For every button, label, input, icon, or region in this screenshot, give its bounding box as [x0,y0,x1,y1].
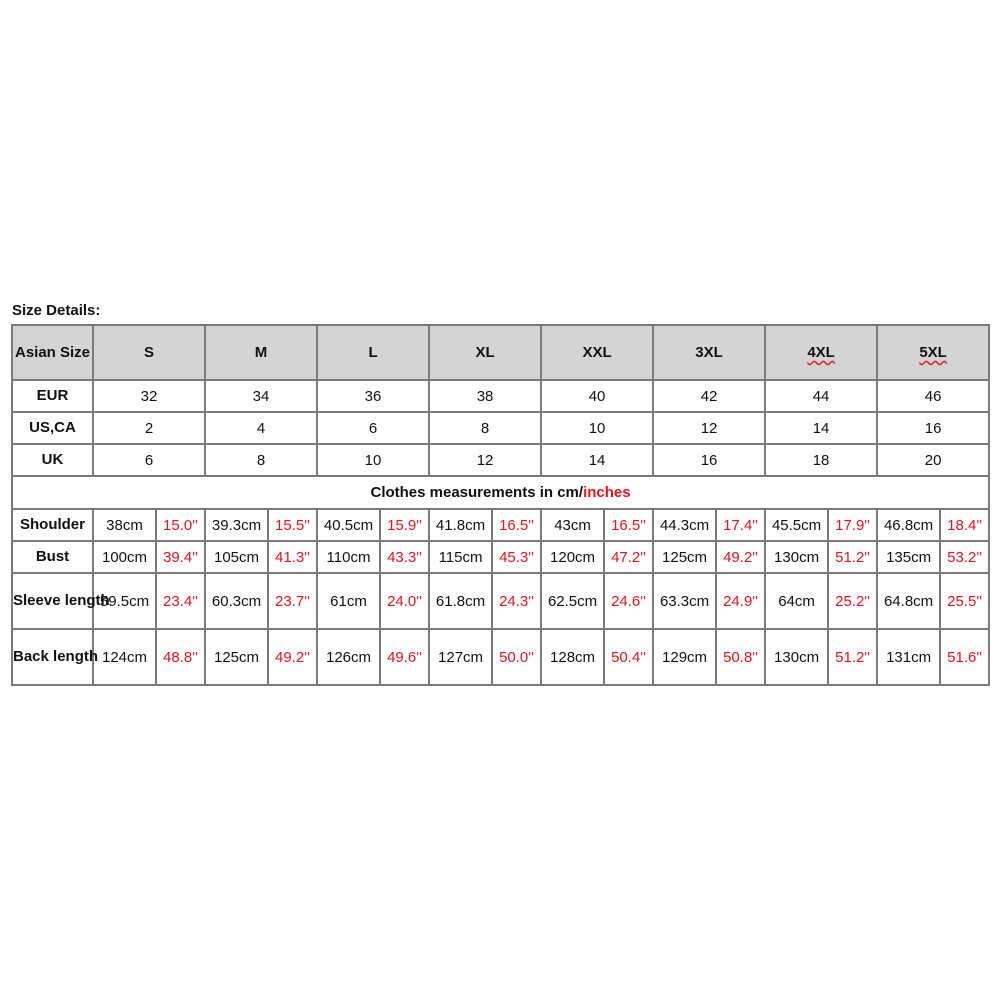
measurement-inches-cell: 41.3'' [268,541,317,573]
conversion-value-cell: 32 [93,380,205,412]
measurement-cm-cell: 61cm [317,573,380,629]
conversion-row [12,380,989,412]
section-title-inches: inches [583,484,631,501]
conversion-value-cell: 38 [429,380,541,412]
measurement-cm-cell: 130cm [765,629,828,685]
measurement-cm-cell: 130cm [765,541,828,573]
measurement-inches-cell: 50.0'' [492,629,541,685]
measurement-cm-cell: 127cm [429,629,492,685]
measurement-cm-cell: 64.8cm [877,573,940,629]
conversion-value-cell: 6 [93,444,205,476]
measurement-inches-cell: 24.3'' [492,573,541,629]
measurement-row [12,629,989,685]
conversion-value-cell: 44 [765,380,877,412]
conversion-row-label: US,CA [12,412,93,444]
measurement-cm-cell: 125cm [205,629,268,685]
conversion-value-cell: 6 [317,412,429,444]
conversion-value-cell: 12 [653,412,765,444]
measurement-cm-cell: 125cm [653,541,716,573]
size-header-3xl: 3XL [653,325,765,380]
measurement-cm-cell: 39.3cm [205,509,268,541]
size-chart-table [11,324,990,686]
conversion-row [12,444,989,476]
measurement-inches-cell: 50.4'' [604,629,653,685]
conversion-value-cell: 2 [93,412,205,444]
conversion-row-label: UK [12,444,93,476]
conversion-value-cell: 8 [205,444,317,476]
conversion-value-cell: 16 [653,444,765,476]
measurement-inches-cell: 18.4'' [940,509,989,541]
measurements-section-row [12,476,989,509]
measurement-cm-cell: 64cm [765,573,828,629]
measurement-inches-cell: 24.6'' [604,573,653,629]
measurement-inches-cell: 23.7'' [268,573,317,629]
measurement-inches-cell: 47.2'' [604,541,653,573]
measurement-cm-cell: 115cm [429,541,492,573]
conversion-row-label: EUR [12,380,93,412]
measurement-cm-cell: 110cm [317,541,380,573]
measurement-inches-cell: 16.5'' [492,509,541,541]
conversion-value-cell: 10 [317,444,429,476]
section-title-prefix: Clothes measurements in cm/ [370,484,584,501]
measurement-inches-cell: 15.0'' [156,509,205,541]
measurement-cm-cell: 45.5cm [765,509,828,541]
measurement-cm-cell: 46.8cm [877,509,940,541]
measurement-cm-cell: 44.3cm [653,509,716,541]
measurement-cm-cell: 60.3cm [205,573,268,629]
size-header-4xl [765,325,877,380]
conversion-value-cell: 4 [205,412,317,444]
measurement-inches-cell: 17.9'' [828,509,877,541]
conversion-value-cell: 36 [317,380,429,412]
conversion-value-cell: 18 [765,444,877,476]
measurement-cm-cell: 43cm [541,509,604,541]
measurement-inches-cell: 39.4'' [156,541,205,573]
measurement-inches-cell: 16.5'' [604,509,653,541]
conversion-value-cell: 16 [877,412,989,444]
conversion-value-cell: 14 [541,444,653,476]
measurement-inches-cell: 51.2'' [828,541,877,573]
size-details-caption: Size Details: [12,302,101,319]
measurement-cm-cell: 124cm [93,629,156,685]
conversion-value-cell: 10 [541,412,653,444]
measurement-cm-cell: 62.5cm [541,573,604,629]
measurement-inches-cell: 51.2'' [828,629,877,685]
measurement-inches-cell: 24.9'' [716,573,765,629]
conversion-value-cell: 42 [653,380,765,412]
measurement-cm-cell: 126cm [317,629,380,685]
measurement-inches-cell: 49.2'' [268,629,317,685]
size-header-xxl: XXL [541,325,653,380]
conversion-value-cell: 46 [877,380,989,412]
measurement-inches-cell: 15.9'' [380,509,429,541]
conversion-value-cell: 20 [877,444,989,476]
conversion-value-cell: 14 [765,412,877,444]
measurement-cm-cell: 100cm [93,541,156,573]
measurements-section-title [12,476,989,509]
conversion-value-cell: 34 [205,380,317,412]
measurement-inches-cell: 23.4'' [156,573,205,629]
measurement-cm-cell: 131cm [877,629,940,685]
size-header-5xl [877,325,989,380]
measurement-inches-cell: 53.2'' [940,541,989,573]
measurement-cm-cell: 41.8cm [429,509,492,541]
measurement-row-label: Back length [12,629,93,685]
measurement-cm-cell: 61.8cm [429,573,492,629]
size-header-4xl-text: 4XL [807,344,835,361]
conversion-value-cell: 12 [429,444,541,476]
measurement-cm-cell: 38cm [93,509,156,541]
measurement-inches-cell: 25.5'' [940,573,989,629]
conversion-value-cell: 40 [541,380,653,412]
measurement-row-label: Shoulder [12,509,93,541]
asian-size-label: Asian Size [12,325,93,380]
measurement-cm-cell: 135cm [877,541,940,573]
measurement-row-label: Bust [12,541,93,573]
measurement-inches-cell: 49.6'' [380,629,429,685]
measurement-cm-cell: 63.3cm [653,573,716,629]
measurement-row [12,509,989,541]
measurement-inches-cell: 51.6'' [940,629,989,685]
measurement-row [12,573,989,629]
size-header-row [12,325,989,380]
measurement-cm-cell: 120cm [541,541,604,573]
measurement-inches-cell: 48.8'' [156,629,205,685]
measurement-cm-cell: 59.5cm [93,573,156,629]
size-header-5xl-text: 5XL [919,344,947,361]
size-header-l: L [317,325,429,380]
measurement-cm-cell: 129cm [653,629,716,685]
conversion-value-cell: 8 [429,412,541,444]
measurement-inches-cell: 43.3'' [380,541,429,573]
measurement-inches-cell: 25.2'' [828,573,877,629]
measurement-row-label: Sleeve length [12,573,93,629]
measurement-inches-cell: 17.4'' [716,509,765,541]
measurement-row [12,541,989,573]
measurement-inches-cell: 50.8'' [716,629,765,685]
measurement-inches-cell: 49.2'' [716,541,765,573]
measurement-cm-cell: 128cm [541,629,604,685]
measurement-inches-cell: 24.0'' [380,573,429,629]
size-header-m: M [205,325,317,380]
measurement-cm-cell: 40.5cm [317,509,380,541]
conversion-row [12,412,989,444]
measurement-inches-cell: 15.5'' [268,509,317,541]
measurement-inches-cell: 45.3'' [492,541,541,573]
size-header-s: S [93,325,205,380]
measurement-cm-cell: 105cm [205,541,268,573]
size-header-xl: XL [429,325,541,380]
